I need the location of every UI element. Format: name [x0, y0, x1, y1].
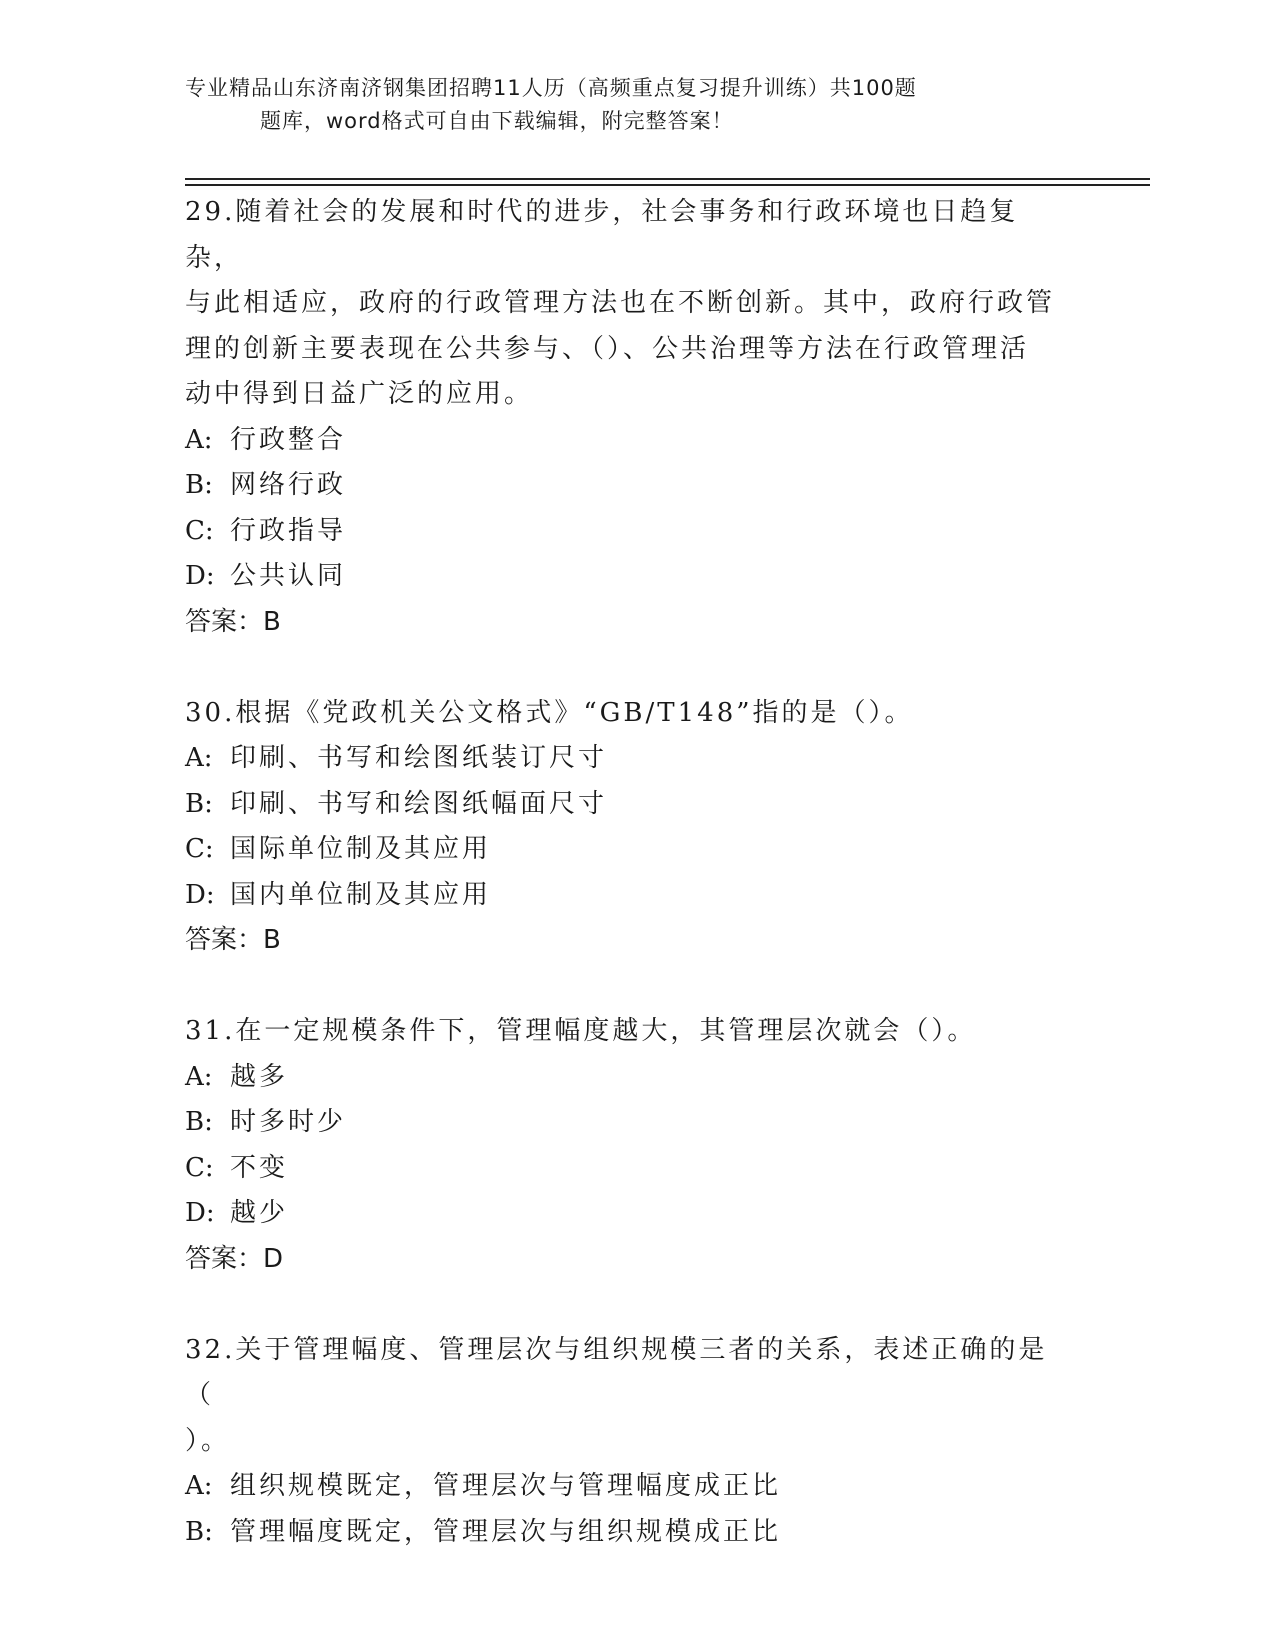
option-key: A:: [185, 1061, 213, 1092]
question-30: [185, 691, 1065, 964]
question-stem-line: 动中得到日益广泛的应用。: [185, 379, 534, 409]
option-key: C:: [185, 1152, 214, 1183]
question-stem-line: 30.根据《党政机关公文格式》“GB/T148”指的是（）。: [185, 697, 914, 728]
option-text: 时多时少: [230, 1107, 347, 1137]
option-d: [185, 873, 1065, 919]
option-key: D:: [185, 879, 215, 910]
document-header: [185, 72, 1065, 138]
option-text: 组织规模既定，管理层次与管理幅度成正比: [230, 1471, 782, 1501]
option-text: 国内单位制及其应用: [230, 879, 492, 910]
question-stem-line: ）。: [185, 1425, 231, 1456]
question-stem-line: 31.在一定规模条件下，管理幅度越大，其管理层次就会（）。: [185, 1016, 977, 1046]
option-text: 国际单位制及其应用: [230, 834, 492, 864]
option-text: 管理幅度既定，管理层次与组织规模成正比: [230, 1516, 782, 1547]
spacer: [185, 645, 1065, 691]
option-b: [185, 463, 1065, 509]
question-stem-line: 29.随着社会的发展和时代的进步，社会事务和行政环境也日趋复杂，: [185, 197, 1019, 273]
option-a: [185, 418, 1065, 464]
question-31: [185, 1009, 1065, 1282]
option-text: 行政整合: [230, 424, 347, 455]
option-text: 行政指导: [230, 515, 347, 546]
option-key: D:: [185, 1198, 215, 1228]
question-list: [185, 190, 1065, 1555]
option-c: [185, 509, 1065, 555]
option-text: 越少: [230, 1198, 289, 1228]
option-key: A:: [185, 743, 213, 773]
answer-line: 答案：D: [185, 1243, 284, 1274]
option-b: [185, 1100, 1065, 1146]
question-stem-line: 32.关于管理幅度、管理层次与组织规模三者的关系，表述正确的是（: [185, 1334, 1048, 1410]
header-divider-top: [185, 178, 1150, 180]
option-key: B:: [185, 1107, 213, 1137]
question-stem-line: 与此相适应，政府的行政管理方法也在不断创新。其中，政府行政管: [185, 288, 1056, 318]
option-d: [185, 554, 1065, 600]
option-key: C:: [185, 834, 214, 864]
option-a: [185, 1055, 1065, 1101]
option-key: A:: [185, 424, 213, 455]
option-key: A:: [185, 1471, 213, 1501]
option-key: B:: [185, 788, 213, 819]
answer-line: 答案：B: [185, 606, 281, 637]
question-stem-line: 理的创新主要表现在公共参与、（）、公共治理等方法在行政管理活: [185, 333, 1030, 364]
option-key: B:: [185, 1516, 213, 1547]
option-c: [185, 1146, 1065, 1192]
spacer: [185, 1282, 1065, 1328]
option-b: [185, 1510, 1065, 1556]
option-a: [185, 1464, 1065, 1510]
header-divider-bottom: [185, 184, 1150, 186]
option-text: 印刷、书写和绘图纸幅面尺寸: [230, 788, 608, 819]
option-c: [185, 827, 1065, 873]
question-32: [185, 1328, 1065, 1556]
option-key: C:: [185, 515, 214, 546]
option-text: 公共认同: [230, 561, 347, 591]
spacer: [185, 964, 1065, 1010]
answer-line: 答案：B: [185, 925, 281, 955]
option-text: 越多: [230, 1061, 289, 1092]
option-b: [185, 782, 1065, 828]
option-a: [185, 736, 1065, 782]
option-key: B:: [185, 470, 213, 500]
header-title-line-1: 专业精品山东济南济钢集团招聘11人历（高频重点复习提升训练）共100题: [185, 76, 917, 100]
question-29: [185, 190, 1065, 645]
option-d: [185, 1191, 1065, 1237]
option-key: D:: [185, 561, 215, 591]
option-text: 网络行政: [230, 470, 347, 500]
header-title-line-2: 题库，word格式可自由下载编辑，附完整答案！: [260, 109, 734, 133]
option-text: 不变: [230, 1152, 289, 1183]
option-text: 印刷、书写和绘图纸装订尺寸: [230, 743, 608, 773]
